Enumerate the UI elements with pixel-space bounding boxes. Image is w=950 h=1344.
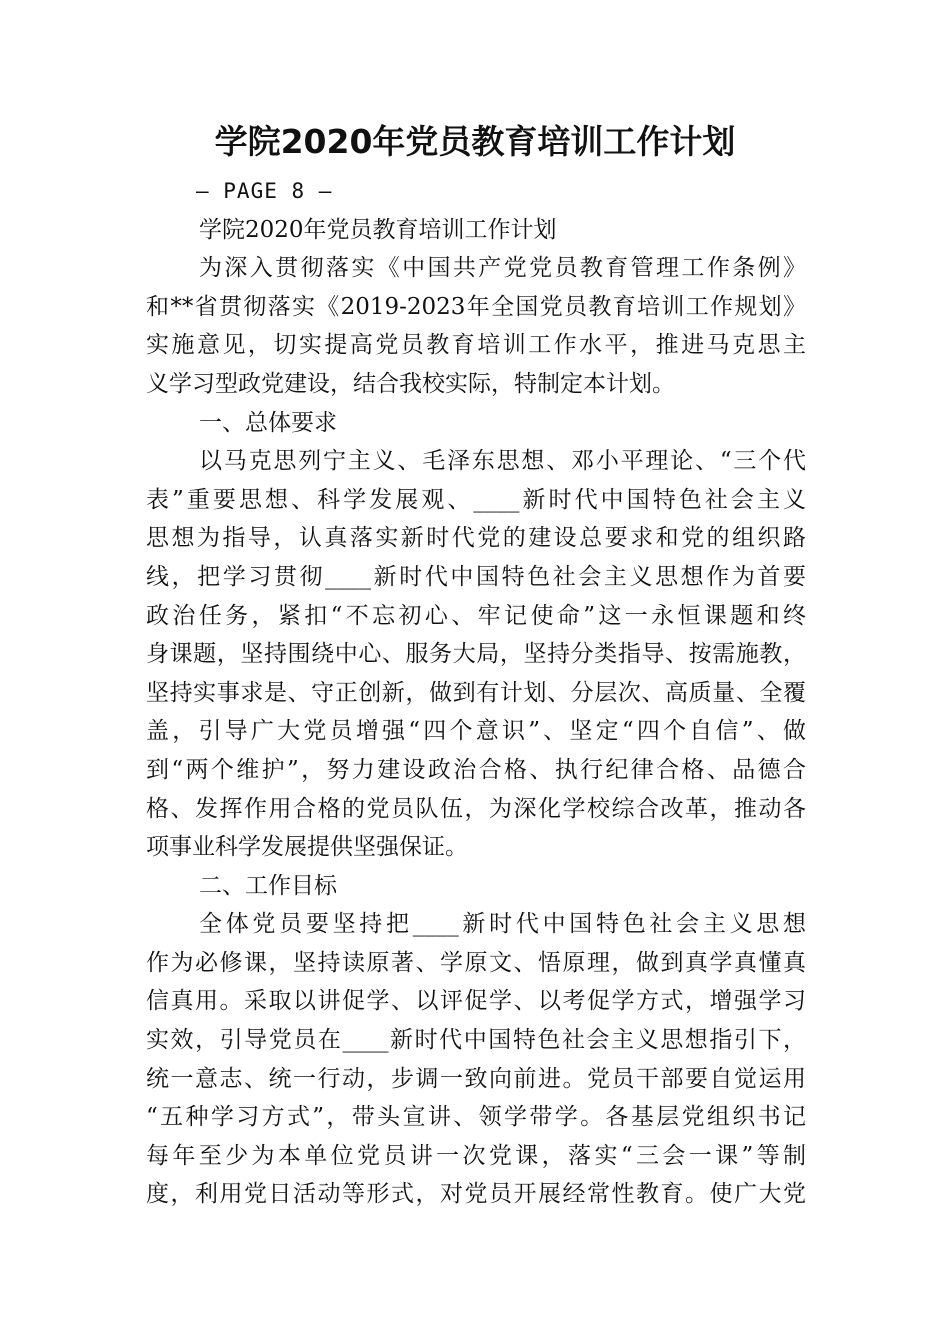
text-line: 信真用。采取以讲促学、以评促学、以考促学方式，增强学习	[146, 988, 806, 1015]
text-line: 为深入贯彻落实《中国共产党党员教育管理工作条例》	[199, 255, 806, 282]
text-line: 盖，引导广大党员增强“四个意识”、坚定“四个自信”、做	[146, 718, 806, 745]
text-line: 身课题，坚持围绕中心、服务大局，坚持分类指导、按需施教，	[146, 641, 806, 668]
text-line: 全体党员要坚持把____新时代中国特色社会主义思想	[199, 911, 806, 938]
text-line: 学院2020年党员教育培训工作计划	[199, 216, 557, 243]
page-marker: — PAGE 8 —	[196, 179, 333, 203]
document-title: 学院2020年党员教育培训工作计划	[214, 122, 736, 161]
text-line: 以马克思列宁主义、毛泽东思想、邓小平理论、“三个代	[199, 448, 806, 475]
text-line: 表”重要思想、科学发展观、____新时代中国特色社会主义	[146, 486, 806, 513]
document-body	[146, 172, 806, 1214]
text-line: 线，把学习贯彻____新时代中国特色社会主义思想作为首要	[146, 563, 806, 590]
text-line: “五种学习方式”，带头宣讲、领学带学。各基层党组织书记	[146, 1104, 806, 1131]
text-line: 一、总体要求	[199, 409, 337, 436]
text-line: 坚持实事求是、守正创新，做到有计划、分层次、高质量、全覆	[146, 679, 806, 706]
text-line: 到“两个维护”，努力建设政治合格、执行纪律合格、品德合	[146, 756, 806, 783]
text-line: 政治任务，紧扣“不忘初心、牢记使命”这一永恒课题和终	[146, 602, 806, 629]
text-line: 实效，引导党员在____新时代中国特色社会主义思想指引下，	[146, 1027, 806, 1054]
text-line: 项事业科学发展提供坚强保证。	[146, 834, 468, 861]
text-line: 度，利用党日活动等形式，对党员开展经常性教育。使广大党	[146, 1181, 806, 1208]
text-line: 义学习型政党建设，结合我校实际，特制定本计划。	[146, 370, 675, 397]
text-line: 每年至少为本单位党员讲一次党课，落实“三会一课”等制	[146, 1142, 806, 1169]
text-line: 格、发挥作用合格的党员队伍，为深化学校综合改革，推动各	[146, 795, 806, 822]
text-line: 统一意志、统一行动，步调一致向前进。党员干部要自觉运用	[146, 1065, 806, 1092]
text-line: 思想为指导，认真落实新时代党的建设总要求和党的组织路	[146, 525, 806, 552]
text-line: 作为必修课，坚持读原著、学原文、悟原理，做到真学真懂真	[146, 949, 806, 976]
text-line: 二、工作目标	[199, 872, 337, 899]
text-line: 实施意见，切实提高党员教育培训工作水平，推进马克思主	[146, 332, 806, 359]
text-line: 和**省贯彻落实《2019-2023年全国党员教育培训工作规划》	[146, 293, 806, 320]
